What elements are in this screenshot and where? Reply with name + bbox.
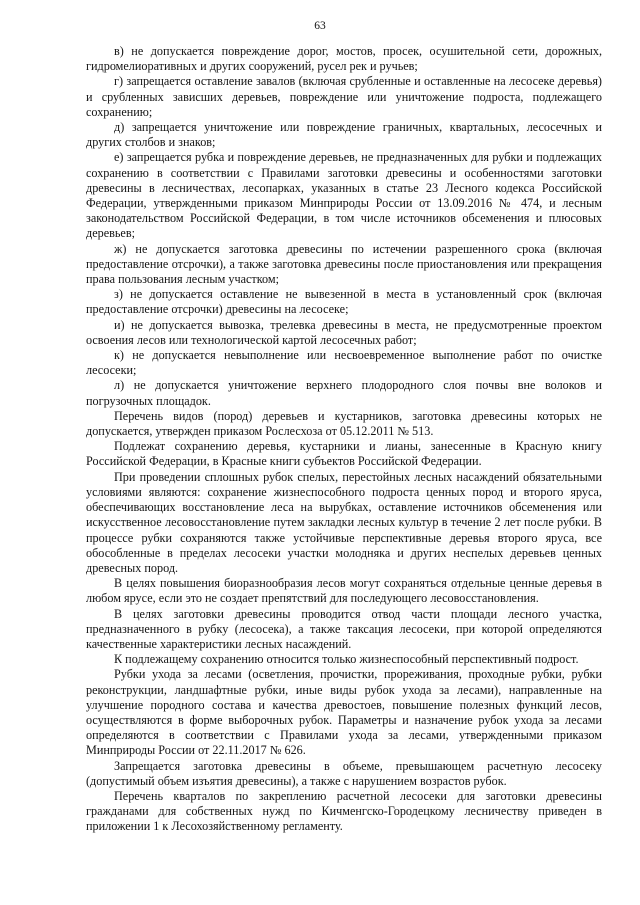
paragraph-appendix-ref: Перечень кварталов по закреплению расчетной лесосеки для заготовки древесины гражданами для собственных нужд по Кичменгско-Городецкому лесничеству приведен в приложении 1 к Лесохозяйственному регламенту. <box>86 788 602 834</box>
paragraph-thinning: Рубки ухода за лесами (осветления, прочистки, прореживания, проходные рубки, рубки реконструкции, ландшафтные рубки, иные виды рубок ухода за лесами), направленные на улучшение породного состава и качества древостоев, повышение полезных функций лесов, осуществляются в форме выборочных рубок. Параметры и назначение рубок ухода за лесами определяются в соответствии с Правилами ухода за лесами, утвержденными приказом Минприроды России от 22.11.2017 № 626. <box>86 667 602 758</box>
document-body <box>86 44 602 835</box>
paragraph-item-g: г) запрещается оставление завалов (включая срубленные и оставленные на лесосеке деревья) и срубленных зависших деревьев, повреждение или уничтожение подроста, подлежащего сохранению; <box>86 74 602 119</box>
paragraph-undergrowth: К подлежащему сохранению относится только жизнеспособный перспективный подрост. <box>114 652 579 667</box>
paragraph-item-l: л) не допускается уничтожение верхнего плодородного слоя почвы вне волоков и погрузочных площадок. <box>86 378 602 408</box>
paragraph-red-book: Подлежат сохранению деревья, кустарники и лианы, занесенные в Красную книгу Российской Федерации, в Красные книги субъектов Российской Федерации. <box>86 439 602 469</box>
paragraph-item-d: д) запрещается уничтожение или повреждение граничных, квартальных, лесосечных и других столбов и знаков; <box>86 120 602 150</box>
page-number: 63 <box>314 20 326 32</box>
paragraph-clear-cutting: При проведении сплошных рубок спелых, перестойных лесных насаждений обязательными условиями являются: сохранение жизнеспособного подроста ценных пород и второго яруса, обеспечивающих восстановление леса на вырубках, оставление источников обсеменения или искусственное лесовосстановление путем закладки лесных культур в течение 2 лет после рубки. В процессе рубки сохраняются также устойчивые перспективные деревья второго яруса, все обособленные в пределах лесосеки участки молодняка и других неспелых деревьев ценных древесных пород. <box>86 469 602 575</box>
paragraph-item-z: з) не допускается оставление не вывезенной в места в установленный срок (включая предоставление отсрочки) древесины на лесосеке; <box>86 287 602 317</box>
paragraph-species-list: Перечень видов (пород) деревьев и кустарников, заготовка древесины которых не допускается, утвержден приказом Рослесхоза от 05.12.2011 № 513. <box>86 408 602 439</box>
paragraph-allotment: В целях заготовки древесины проводится отвод части площади лесного участка, предназначенного в рубку (лесосека), а также таксация лесосеки, при которой определяются качественные характеристики лесных насаждений. <box>86 606 602 651</box>
paragraph-item-i: и) не допускается вывозка, трелевка древесины в места, не предусмотренные проектом освоения лесов или технологической картой лесосечных работ; <box>86 317 602 347</box>
paragraph-item-e: е) запрещается рубка и повреждение деревьев, не предназначенных для рубки и подлежащих сохранению в соответствии с Правилами заготовки древесины и особенностями заготовки древесины в лесничествах, лесопарках, указанных в статье 23 Лесного кодекса Российской Федерации, утвержденными приказом Минприроды России от 13.09.2016 № 474, и лесным законодательством Российской Федерации, в том числе источников обсеменения и плюсовых деревьев; <box>86 150 602 241</box>
paragraph-item-k: к) не допускается невыполнение или несвоевременное выполнение работ по очистке лесосеки; <box>86 348 602 378</box>
paragraph-item-zh: ж) не допускается заготовка древесины по истечении разрешенного срока (включая предоставление отсрочки), а также заготовка древесины после приостановления или прекращения права пользования лесным участком; <box>86 241 602 287</box>
paragraph-volume-limit: Запрещается заготовка древесины в объеме, превышающем расчетную лесосеку (допустимый объем изъятия древесины), а также с нарушением возрастов рубок. <box>86 758 602 788</box>
paragraph-biodiversity: В целях повышения биоразнообразия лесов могут сохраняться отдельные ценные деревья в любом ярусе, если это не создает препятствий для последующего лесовосстановления. <box>86 576 602 606</box>
paragraph-item-v: в) не допускается повреждение дорог, мостов, просек, осушительной сети, дорожных, гидромелиоративных и других сооружений, русел рек и ручьев; <box>86 44 602 74</box>
